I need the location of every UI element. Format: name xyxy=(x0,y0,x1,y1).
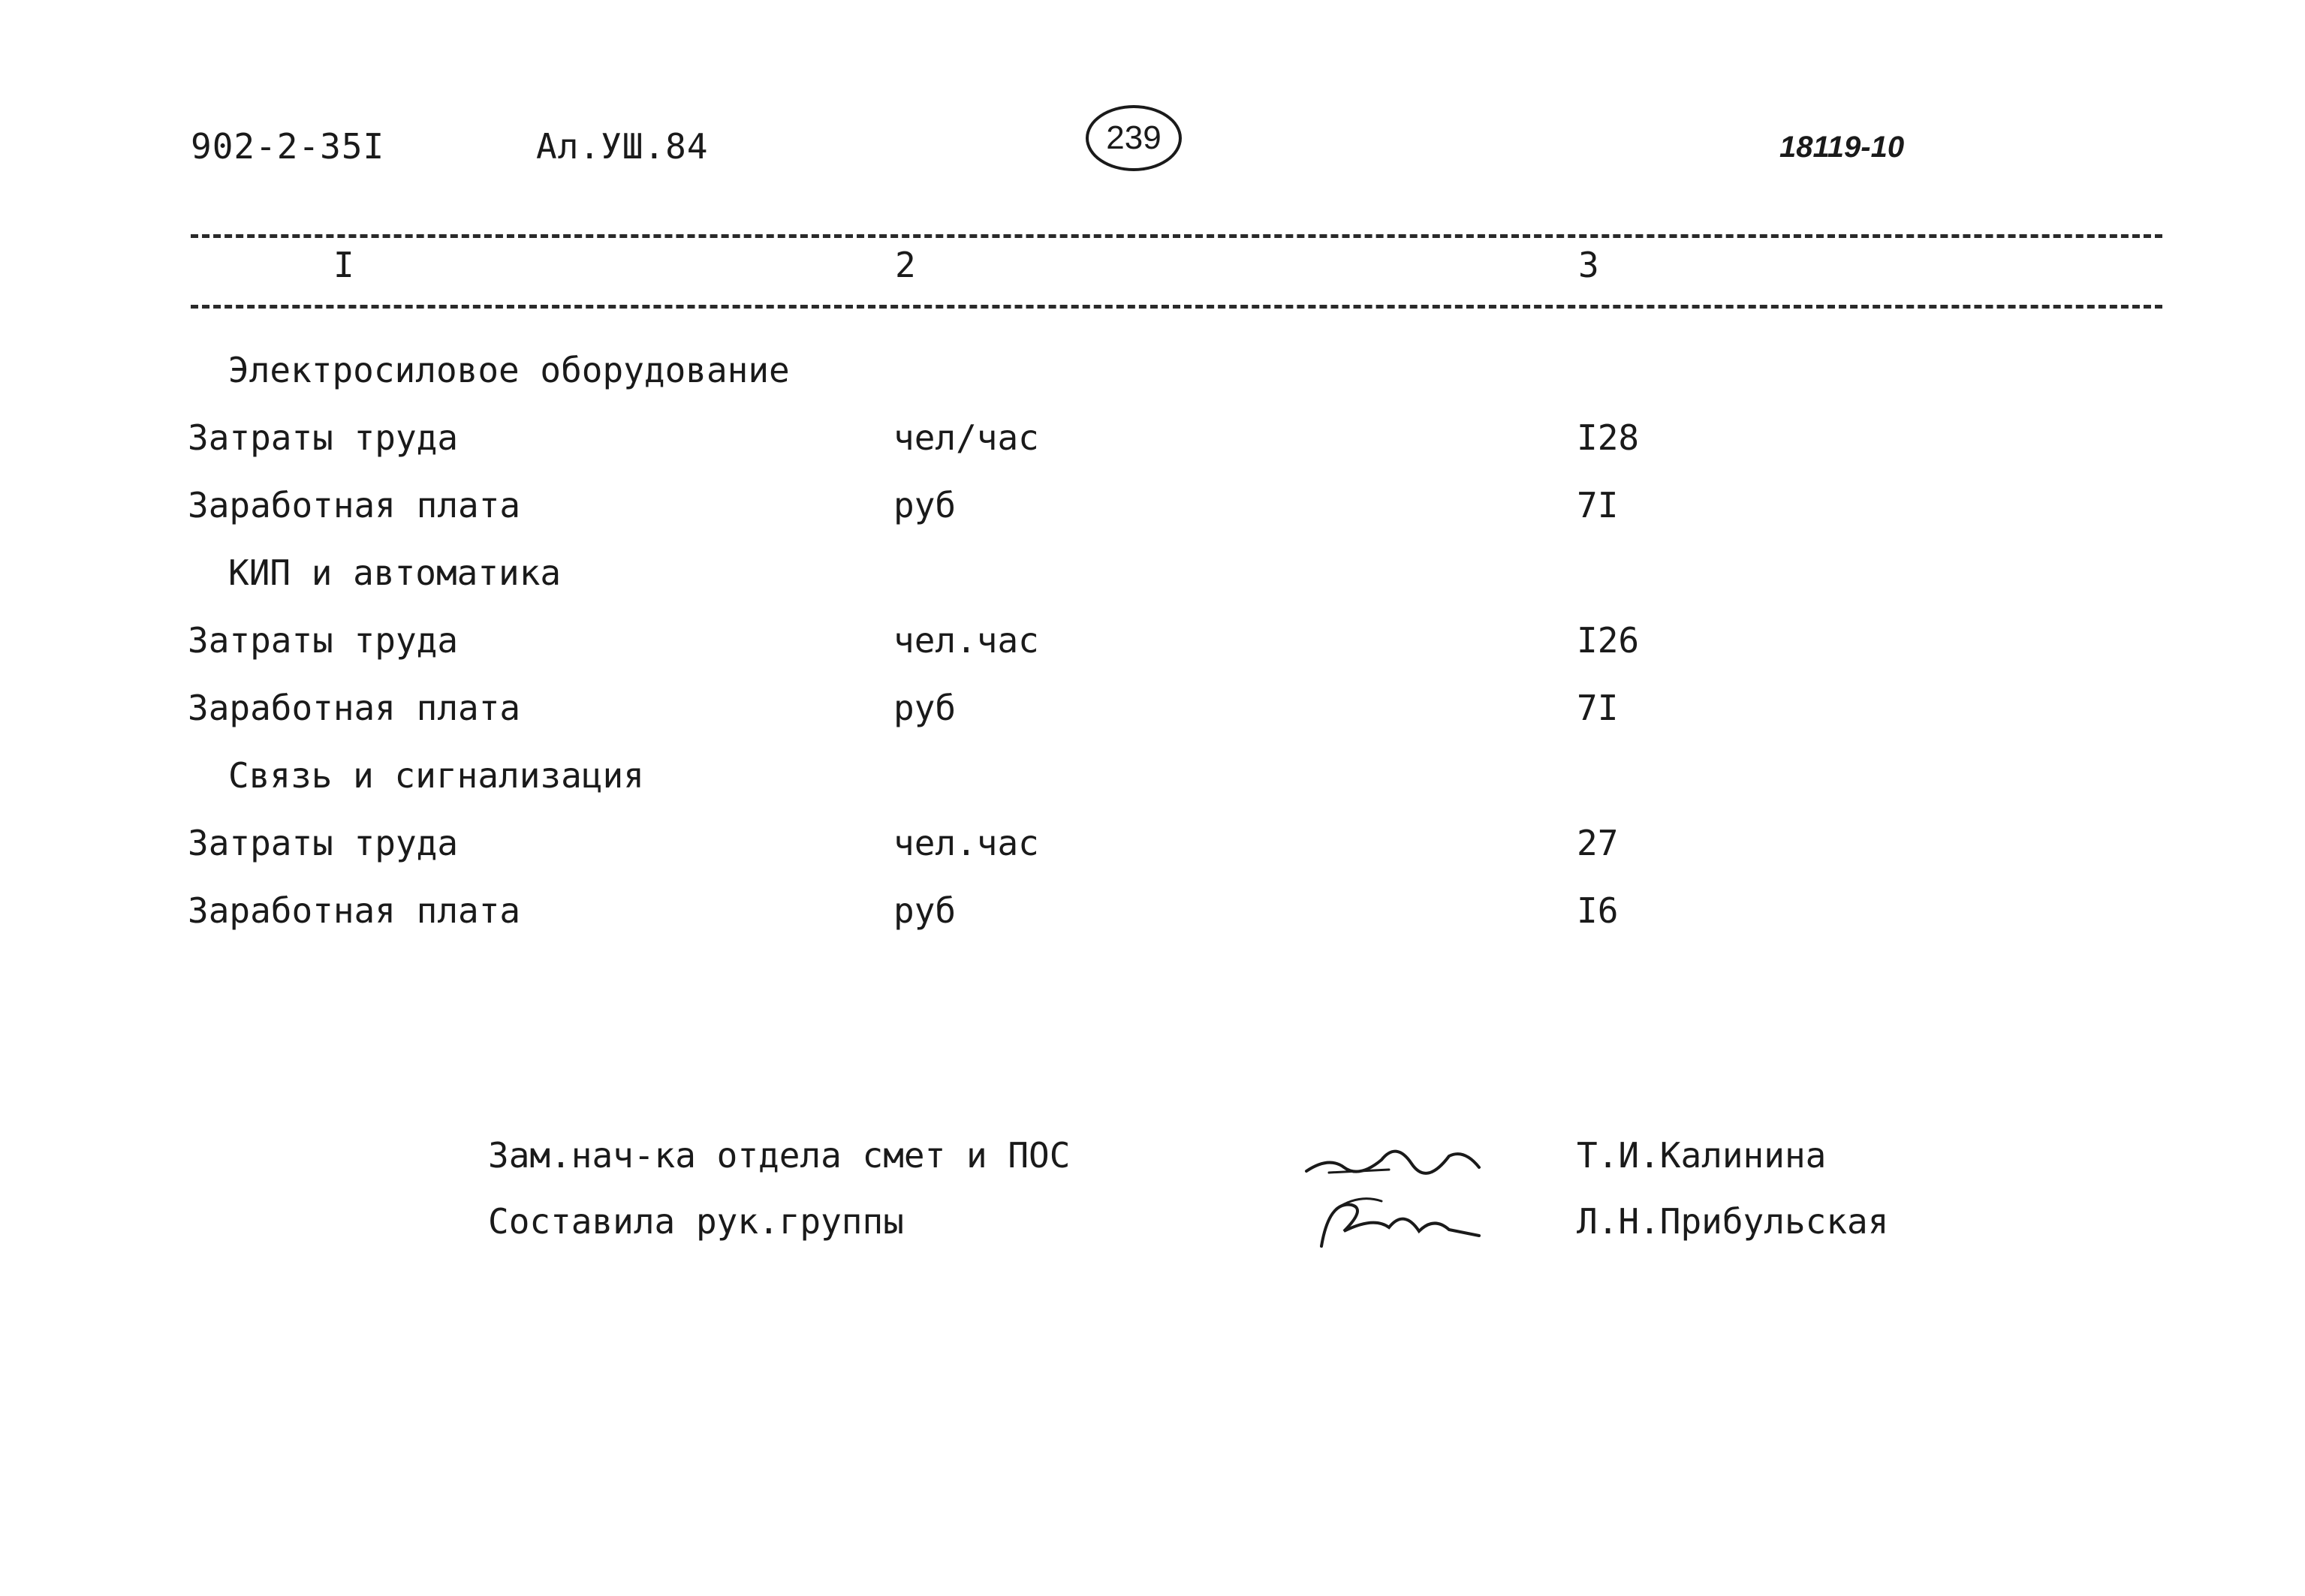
column-number-1: I xyxy=(333,245,354,285)
column-number-2: 2 xyxy=(895,245,916,285)
section-title: Связь и сигнализация xyxy=(228,755,644,796)
row-value: I26 xyxy=(1577,620,1640,661)
page-number: 239 xyxy=(1086,105,1182,171)
row-name: Заработная плата xyxy=(188,688,521,728)
row-name: Заработная плата xyxy=(188,890,521,931)
handwritten-signature-1 xyxy=(1299,1126,1494,1186)
row-value: I6 xyxy=(1577,890,1619,931)
row-unit: чел.час xyxy=(893,823,1039,863)
signer-name: Т.И.Калинина xyxy=(1577,1135,1827,1176)
row-unit: руб xyxy=(893,485,957,525)
table-top-rule xyxy=(191,234,2162,238)
row-name: Затраты труда xyxy=(188,823,459,863)
row-name: Затраты труда xyxy=(188,620,459,661)
signer-title: Составила рук.группы xyxy=(488,1201,904,1242)
signer-name: Л.Н.Прибульская xyxy=(1577,1201,1889,1242)
row-value: 7I xyxy=(1577,485,1619,525)
row-unit: чел/час xyxy=(893,417,1039,458)
table-header-rule xyxy=(191,305,2162,309)
section-title: КИП и автоматика xyxy=(228,553,562,593)
row-name: Заработная плата xyxy=(188,485,521,525)
album-code: Ал.УШ.84 xyxy=(536,126,709,167)
inventory-number: 18119-10 xyxy=(1779,131,1905,164)
section-title: Электросиловое оборудование xyxy=(228,350,790,390)
signer-title: Зам.нач-ка отдела смет и ПОС xyxy=(488,1135,1071,1176)
row-unit: руб xyxy=(893,688,957,728)
row-value: I28 xyxy=(1577,417,1640,458)
row-value: 27 xyxy=(1577,823,1619,863)
project-number: 902-2-35I xyxy=(191,126,385,167)
column-number-3: 3 xyxy=(1578,245,1599,285)
row-name: Затраты труда xyxy=(188,417,459,458)
handwritten-signature-2 xyxy=(1306,1186,1494,1254)
row-unit: руб xyxy=(893,890,957,931)
row-unit: чел.час xyxy=(893,620,1039,661)
row-value: 7I xyxy=(1577,688,1619,728)
